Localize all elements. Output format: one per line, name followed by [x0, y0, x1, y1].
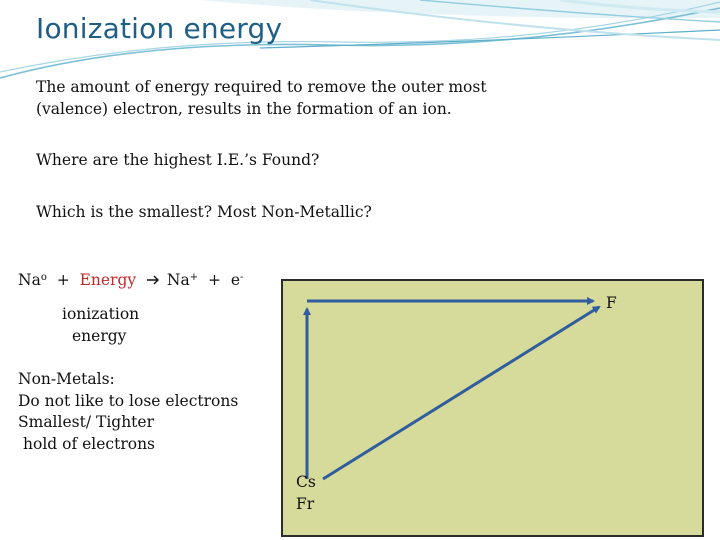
- label-francium: Fr: [296, 495, 315, 513]
- equation-product-charge: +: [189, 272, 199, 283]
- equation-electron: e: [230, 271, 241, 289]
- question-highest-ie: Where are the highest I.E.’s Found?: [36, 151, 320, 169]
- label-fluorine: F: [606, 294, 617, 312]
- ionization-energy-label: [62, 303, 139, 347]
- nonmetals-note-line-1: Non-Metals:: [18, 370, 115, 388]
- label-cesium: Cs: [296, 473, 316, 491]
- definition-line-2: (valence) electron, results in the formation of an ion.: [36, 100, 452, 118]
- equation-energy: Energy: [79, 271, 137, 289]
- ionization-energy-label-line-1: ionization: [62, 305, 140, 323]
- equation-product: Na: [166, 271, 190, 289]
- slide-title: Ionization energy: [36, 12, 283, 45]
- equation-reactant: Na: [18, 271, 41, 289]
- right-arrow-icon: [146, 269, 162, 291]
- arrow-diagonal-trend: [323, 307, 599, 479]
- definition-text: [36, 76, 487, 120]
- ionization-equation: [18, 267, 243, 291]
- ionization-energy-label-line-2: energy: [72, 327, 127, 345]
- definition-line-1: The amount of energy required to remove the outer most: [36, 78, 487, 96]
- nonmetals-note-line-3: Smallest/ Tighter: [18, 413, 154, 431]
- nonmetals-note-line-2: Do not like to lose electrons: [18, 391, 239, 410]
- label-cs-fr: [296, 471, 316, 515]
- equation-electron-charge: -: [240, 272, 244, 283]
- equation-plus-2: +: [207, 271, 221, 289]
- question-smallest: Which is the smallest? Most Non-Metallic?: [36, 203, 372, 221]
- trend-arrows: [281, 279, 704, 537]
- nonmetals-note-line-4: hold of electrons: [23, 434, 156, 453]
- equation-plus-1: +: [56, 271, 70, 289]
- nonmetals-note: [18, 369, 238, 455]
- equation-reactant-charge: o: [40, 272, 47, 283]
